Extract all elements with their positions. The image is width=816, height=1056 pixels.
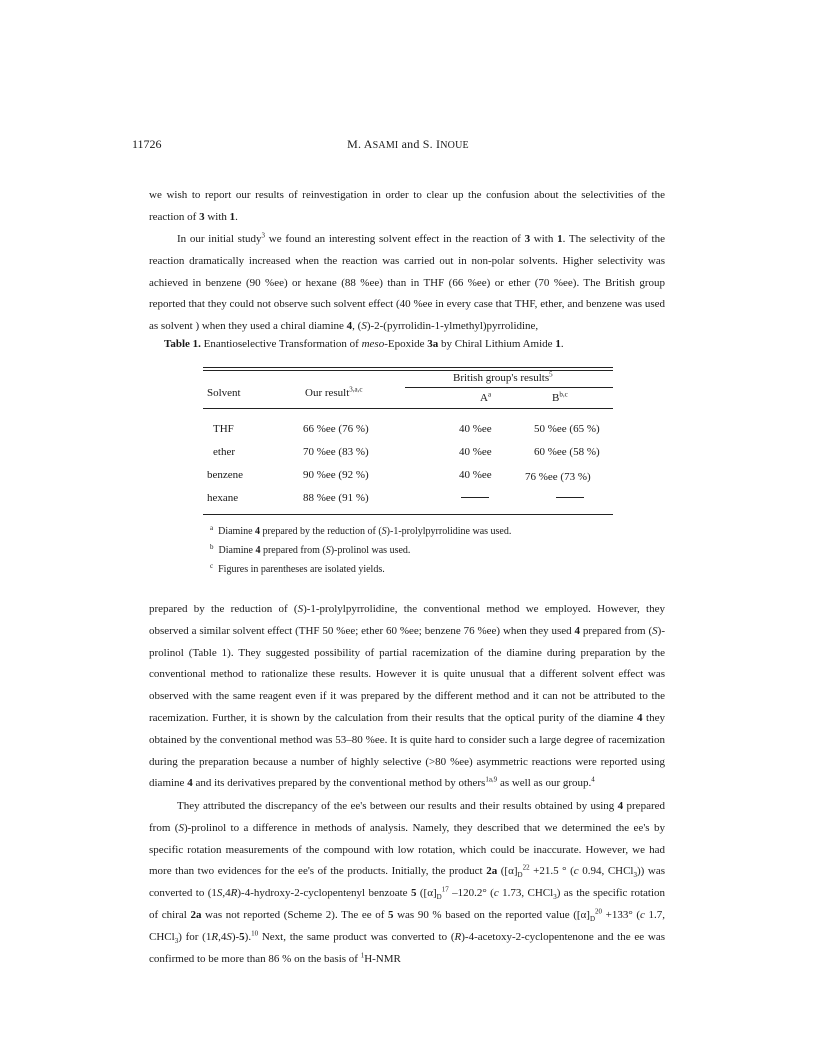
compound-1: 1 — [557, 233, 563, 245]
header-b-label: B — [552, 392, 560, 404]
header-our-result-label: Our result — [305, 387, 350, 399]
cell-our-result: 90 %ee (92 %) — [303, 469, 369, 481]
text: ) as the specific rotation of chiral — [149, 887, 666, 921]
header-british-sup: 5 — [549, 370, 553, 379]
concentration-symbol: c — [493, 887, 499, 900]
caption-text: by Chiral Lithium Amide — [438, 338, 556, 350]
cell-b: 60 %ee (58 %) — [534, 446, 600, 458]
stereo-descriptor: S — [325, 545, 331, 556]
compound-3a: 3a — [427, 338, 439, 350]
subscript: D — [517, 871, 523, 880]
table-header-rule — [203, 408, 613, 409]
header-our-result — [305, 387, 363, 399]
cell-a: 40 %ee — [459, 446, 492, 458]
text: 1.73, CHCl — [498, 887, 554, 900]
table-bottom-rule — [203, 514, 613, 515]
paragraph-analysis-methods — [149, 796, 665, 970]
concentration-symbol: c — [573, 865, 579, 878]
footnote-text: prepared from ( — [260, 545, 326, 556]
compound-5: 5 — [239, 930, 245, 943]
stereo-descriptor: S — [652, 624, 658, 637]
compound-1: 1 — [555, 338, 561, 350]
running-head-and: and S. I — [398, 137, 441, 151]
subscript: 3 — [553, 893, 557, 902]
text: they obtained by the conventional method was 53–80 %ee. It is quite hard to consider such a large degree of racemization during the preparation because a number of highly selective (>80 %ee) asymmetric reactions were reported using diamine — [149, 711, 665, 790]
cell-a: 40 %ee — [459, 423, 492, 435]
intro-text: . — [235, 210, 238, 223]
text: Next, the same product was converted to ( — [258, 930, 455, 943]
reference-mark: 1a,9 — [485, 775, 498, 784]
compound-5: 5 — [410, 887, 417, 900]
compound-4: 4 — [617, 800, 624, 812]
compound-5: 5 — [387, 908, 394, 921]
text: In our initial study — [177, 233, 262, 245]
footnote-mark: a — [210, 523, 214, 532]
compound-3: 3 — [199, 210, 205, 223]
compound-4: 4 — [255, 526, 261, 537]
reference-mark: 3 — [261, 231, 266, 240]
compound-3: 3 — [524, 233, 531, 245]
text: was 90 % based on the reported value ([α] — [393, 908, 590, 921]
text: H-NMR — [364, 952, 401, 965]
running-head-author1: M. A — [347, 137, 373, 151]
stereo-descriptor: S — [216, 887, 223, 900]
text: )) was converted to (1 — [149, 865, 665, 900]
header-british-label: British group's results — [453, 372, 550, 384]
dash — [556, 497, 584, 498]
cell-our-result: 66 %ee (76 %) — [303, 423, 369, 435]
cell-solvent: hexane — [207, 492, 239, 504]
text: )-prolinol (Table 1). They suggested possibility of partial racemization of the diamine during preparation by the conventional method to rationalize these results. However it is quite unusual that a different solvent effect was observed with the same reagent even if it was prepared by the different method and it can not be attributed to the racemization. Further, it is shown by the calculation from their results that the optical purity of the diamine — [149, 624, 665, 724]
text: we found an interesting solvent effect in the reaction of — [265, 233, 525, 245]
text: ([α] — [416, 887, 437, 900]
compound-4: 4 — [255, 545, 261, 556]
compound-4: 4 — [187, 777, 193, 790]
table-group-rule — [405, 387, 613, 388]
text: and its derivatives prepared by the conventional method by others — [192, 777, 486, 790]
intro-paragraph — [149, 185, 665, 229]
superscript: 20 — [595, 907, 603, 916]
cell-solvent: ether — [213, 446, 235, 458]
cell-b: 50 %ee (65 %) — [534, 423, 600, 435]
compound-4: 4 — [346, 320, 353, 333]
cell-a: 40 %ee — [459, 469, 492, 481]
header-column-a — [480, 392, 491, 404]
text: )-1-prolylpyrrolidine, the conventional method we employed. However, they observed a similar solvent effect (THF 50 %ee; ether 60 %ee; benzene 76 %ee) when they used — [149, 603, 665, 637]
cell-solvent: THF — [213, 423, 234, 435]
cell-our-result: 88 %ee (91 %) — [303, 492, 369, 504]
text: )- — [231, 930, 240, 943]
footnote-text: )-1-prolylpyrrolidine was used. — [386, 526, 512, 537]
footnote-text: prepared by the reduction of ( — [260, 526, 382, 537]
compound-1: 1 — [229, 210, 236, 223]
footnote-b — [210, 541, 511, 560]
header-a-label: A — [480, 392, 488, 404]
footnote-text: Diamine — [218, 526, 256, 537]
caption-text: . — [560, 338, 564, 350]
paragraph-british-results — [149, 599, 665, 795]
running-head — [0, 137, 816, 152]
stereo-descriptor: S — [226, 930, 232, 943]
table-footnotes — [210, 522, 511, 579]
text: with — [530, 233, 558, 245]
text: , ( — [352, 320, 362, 333]
stereo-descriptor: S — [178, 821, 184, 834]
superscript: 22 — [522, 863, 530, 872]
footnote-a — [210, 522, 511, 541]
results-table — [203, 367, 613, 515]
cell-solvent: benzene — [207, 469, 244, 481]
superscript: 17 — [441, 885, 449, 894]
compound-4: 4 — [574, 624, 581, 637]
subscript: 3 — [633, 871, 637, 880]
header-a-sup: a — [487, 390, 492, 399]
footnote-text: Figures in parentheses are isolated yields. — [218, 564, 385, 575]
text: –120.2° ( — [448, 887, 494, 900]
stereo-descriptor: R — [454, 930, 462, 943]
cell-b: 76 %ee (73 %) — [525, 471, 591, 483]
cell-b-empty — [556, 491, 584, 503]
footnote-mark: b — [210, 542, 214, 551]
header-column-b — [552, 392, 568, 404]
text: was not reported (Scheme 2). The ee of — [201, 908, 388, 921]
subscript: D — [436, 893, 442, 902]
paragraph-solvent-effect — [149, 229, 665, 338]
running-head-author2-sc: NOUE — [440, 140, 469, 151]
text: They attributed the discrepancy of the ee's between our results and their results obtained by using — [177, 800, 618, 812]
stereo-descriptor: R — [230, 887, 238, 900]
text: 1.7, CHCl — [149, 908, 666, 943]
intro-text: reaction of — [149, 210, 200, 223]
cell-our-result: 70 %ee (83 %) — [303, 446, 369, 458]
intro-text: with — [204, 210, 230, 223]
text: +133° ( — [602, 908, 641, 921]
footnote-text: )-prolinol was used. — [330, 545, 411, 556]
table-top-rule — [203, 367, 613, 368]
text: ,4 — [218, 930, 227, 943]
page-number: 11726 — [132, 137, 162, 151]
stereo-descriptor: S — [381, 526, 387, 537]
running-head-author1-sc: SAMI — [372, 140, 399, 151]
text: )-prolinol to a difference in methods of analysis. Namely, they described that we determined the ee's by specific rotation measurements of the compound with low rotation, which could be inaccurate. However, we had more than two evidences for the ee's of the products. Initially, the product — [149, 821, 665, 878]
text: prepared from ( — [580, 624, 653, 637]
footnote-mark: c — [210, 561, 214, 570]
text: . The selectivity of the reaction dramatically increased when the reaction was carried out in non-polar solvents. Higher selectivity was achieved in benzene (90 %ee) or hexane (88 %ee) than in THF (66 %ee) or ether (70 %ee). The British group reported that they could not observe such solvent effect (40 %ee in every case that THF, ether, and benzene was used as solvent ) when they used a chiral diamine — [149, 233, 666, 333]
text: as well as our group. — [497, 777, 592, 790]
intro-line1: we wish to report our results of reinvestigation in order to clear up the confusion about the selectivities of the — [149, 189, 665, 201]
table-label: Table 1. — [164, 338, 201, 350]
text: ([α] — [497, 865, 518, 878]
header-solvent: Solvent — [207, 387, 241, 399]
caption-meso: meso — [361, 338, 385, 350]
text: prepared from ( — [149, 800, 665, 834]
concentration-symbol: c — [640, 908, 645, 921]
subscript: D — [589, 915, 596, 924]
caption-text: -Epoxide — [384, 338, 428, 350]
compound-4: 4 — [636, 711, 643, 724]
stereo-descriptor: S — [297, 603, 304, 615]
stereo-descriptor: S — [361, 320, 367, 333]
table-caption — [164, 338, 564, 350]
text: +21.5 ° ( — [529, 865, 574, 878]
text: prepared by the reduction of ( — [149, 603, 298, 615]
caption-text: Enantioselective Transformation of — [200, 338, 362, 350]
text: ). — [244, 930, 252, 943]
text: )-4-acetoxy-2-cyclopentenone and the ee was confirmed to be more than 86 % on the basis of — [149, 930, 665, 965]
dash — [461, 497, 489, 498]
header-b-sup: b,c — [559, 390, 568, 399]
stereo-descriptor: R — [211, 930, 219, 943]
header-british-results — [453, 372, 553, 384]
text: )-4-hydroxy-2-cyclopentenyl benzoate — [237, 887, 411, 900]
text: )-2-(pyrrolidin-1-ylmethyl)pyrrolidine, — [366, 320, 539, 333]
header-our-result-sup: 3,a,c — [349, 385, 363, 394]
superscript: 1 — [360, 950, 365, 959]
compound-2a: 2a — [486, 865, 498, 878]
cell-a-empty — [461, 491, 489, 503]
footnote-c — [210, 560, 511, 579]
subscript: 3 — [174, 936, 179, 945]
reference-mark: 10 — [251, 929, 259, 938]
reference-mark: 4 — [591, 775, 595, 784]
text: ) for (1 — [178, 930, 212, 943]
compound-2a: 2a — [190, 908, 202, 921]
text: 0.94, CHCl — [578, 865, 634, 878]
footnote-text: Diamine — [218, 545, 256, 556]
text: ,4 — [222, 887, 231, 900]
